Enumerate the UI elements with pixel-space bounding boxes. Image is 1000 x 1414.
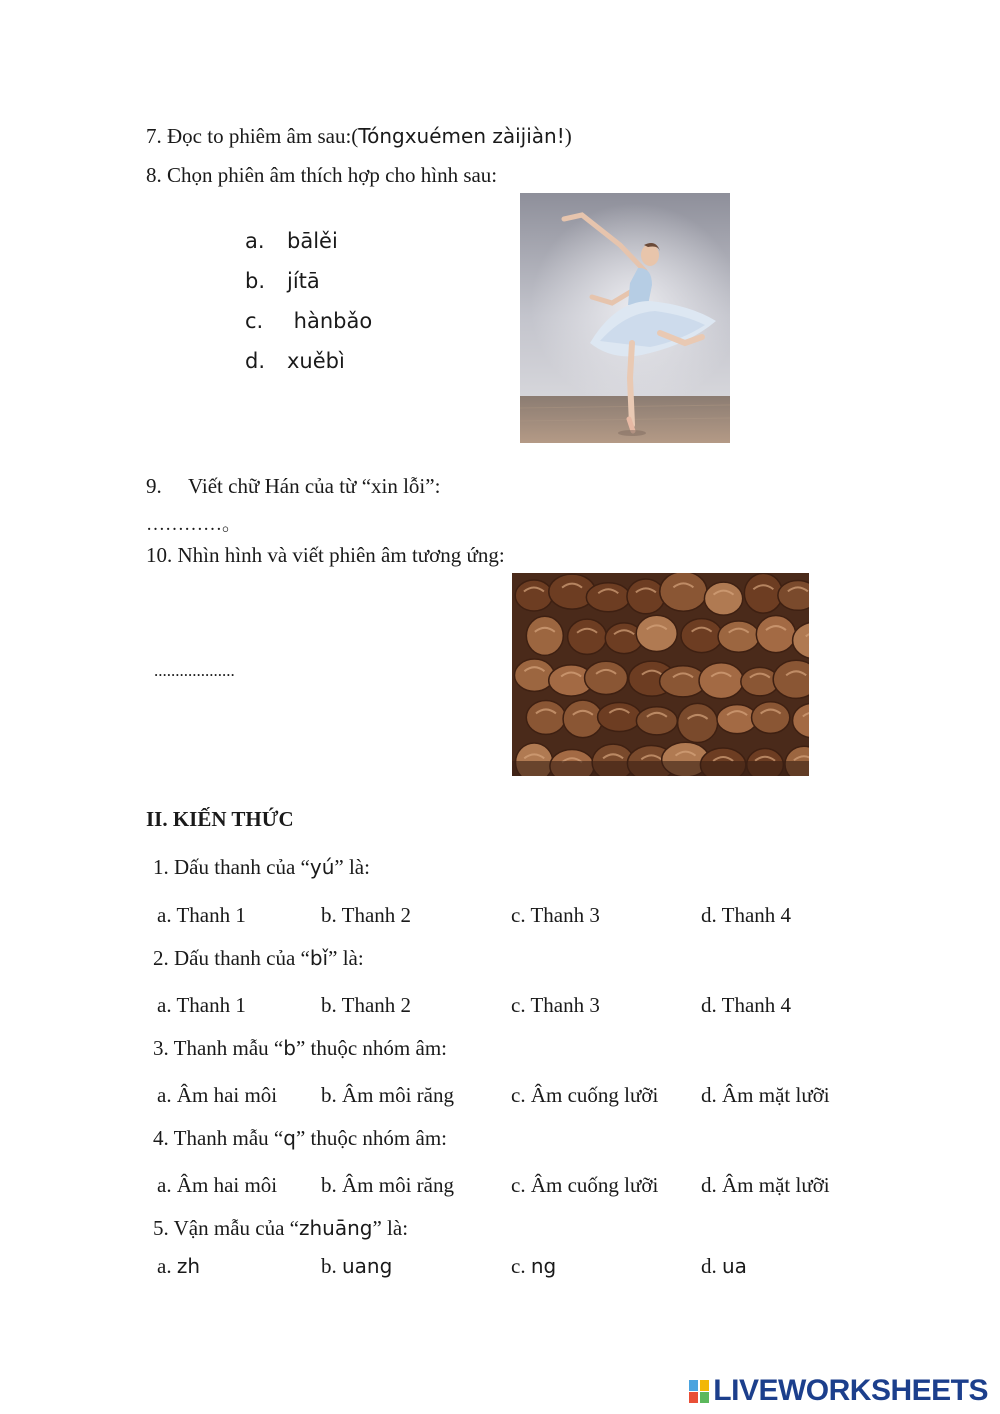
k5-option-d[interactable]: d. ua (701, 1254, 747, 1278)
chocolate-piece (744, 573, 782, 613)
chocolate-piece (756, 615, 795, 652)
chocolate-piece (636, 707, 677, 735)
chocolate-piece (526, 616, 563, 655)
answer-blank-10[interactable]: ................... (154, 661, 235, 680)
logo-text: LIVEWORKSHEETS (713, 1374, 988, 1407)
chocolate-piece (627, 579, 665, 614)
k1-option-a[interactable]: a. Thanh 1 (157, 903, 246, 927)
chocolates-image (512, 573, 809, 776)
chocolate-piece (704, 582, 742, 615)
k2-option-a[interactable]: a. Thanh 1 (157, 993, 246, 1017)
k3-option-d[interactable]: d. Âm mặt lưỡi (701, 1083, 830, 1107)
knowledge-question-3: 3. Thanh mẫu “b” thuộc nhóm âm: (153, 1036, 448, 1060)
k1-option-d[interactable]: d. Thanh 4 (701, 903, 792, 927)
k4-option-b[interactable]: b. Âm môi răng (321, 1173, 454, 1197)
k5-option-b[interactable]: b. uang (321, 1254, 393, 1278)
k3-option-c[interactable]: c. Âm cuống lưỡi (511, 1083, 659, 1107)
q8-option-a[interactable]: a. bālěi (245, 229, 338, 253)
chocolate-piece (752, 702, 790, 734)
answer-blank-9[interactable]: …………。 (146, 514, 242, 535)
question-8: 8. Chọn phiên âm thích hợp cho hình sau: (146, 163, 498, 187)
chocolate-piece (598, 702, 641, 731)
chocolate-piece (515, 580, 552, 611)
k5-option-a[interactable]: a. zh (157, 1254, 201, 1278)
k3-option-a[interactable]: a. Âm hai môi (157, 1083, 278, 1107)
pinyin-text: Tóngxuémen zàijiàn! (358, 124, 565, 148)
chocolate-piece (681, 619, 722, 653)
chocolate-piece (514, 659, 554, 691)
k2-option-c[interactable]: c. Thanh 3 (511, 993, 600, 1017)
k5-option-c[interactable]: c. ng (511, 1254, 557, 1278)
k2-option-d[interactable]: d. Thanh 4 (701, 993, 792, 1017)
k4-option-a[interactable]: a. Âm hai môi (157, 1173, 278, 1197)
k3-option-b[interactable]: b. Âm môi răng (321, 1083, 454, 1107)
section-title: II. KIẾN THỨC (146, 807, 294, 831)
chocolate-piece (660, 573, 707, 611)
chocolate-piece (778, 580, 809, 610)
question-7: 7. Đọc to phiêm âm sau:(Tóngxuémen zàijiàn!) (146, 124, 572, 148)
k2-option-b[interactable]: b. Thanh 2 (321, 993, 412, 1017)
chocolate-piece (586, 583, 630, 612)
knowledge-question-4: 4. Thanh mẫu “q” thuộc nhóm âm: (153, 1126, 448, 1150)
knowledge-question-5: 5. Vận mẫu của “zhuāng” là: (153, 1216, 409, 1240)
question-10: 10. Nhìn hình và viết phiên âm tương ứng: (146, 543, 505, 567)
chocolate-piece (585, 661, 628, 694)
q8-option-b[interactable]: b. jítā (245, 269, 320, 293)
knowledge-question-1: 1. Dấu thanh của “yú” là: (153, 855, 370, 879)
q8-option-d[interactable]: d. xuěbì (245, 349, 345, 373)
k1-option-b[interactable]: b. Thanh 2 (321, 903, 412, 927)
k4-option-c[interactable]: c. Âm cuống lưỡi (511, 1173, 659, 1197)
liveworksheets-logo[interactable] (689, 1374, 988, 1408)
knowledge-question-2: 2. Dấu thanh của “bǐ” là: (153, 946, 364, 970)
chocolate-piece (563, 700, 603, 737)
question-9: 9. Viết chữ Hán của từ “xin lỗi”: (146, 474, 441, 498)
chocolate-piece (568, 619, 607, 654)
logo-blocks-icon (689, 1378, 711, 1404)
chocolate-piece (678, 703, 718, 742)
chocolate-piece (526, 700, 565, 734)
chocolate-piece (699, 663, 743, 699)
ballerina-image (520, 193, 730, 443)
q8-option-c[interactable]: c. hànbǎo (245, 309, 373, 333)
k4-option-d[interactable]: d. Âm mặt lưỡi (701, 1173, 830, 1197)
chocolate-piece (636, 615, 677, 651)
k1-option-c[interactable]: c. Thanh 3 (511, 903, 600, 927)
chocolate-piece (718, 621, 759, 652)
